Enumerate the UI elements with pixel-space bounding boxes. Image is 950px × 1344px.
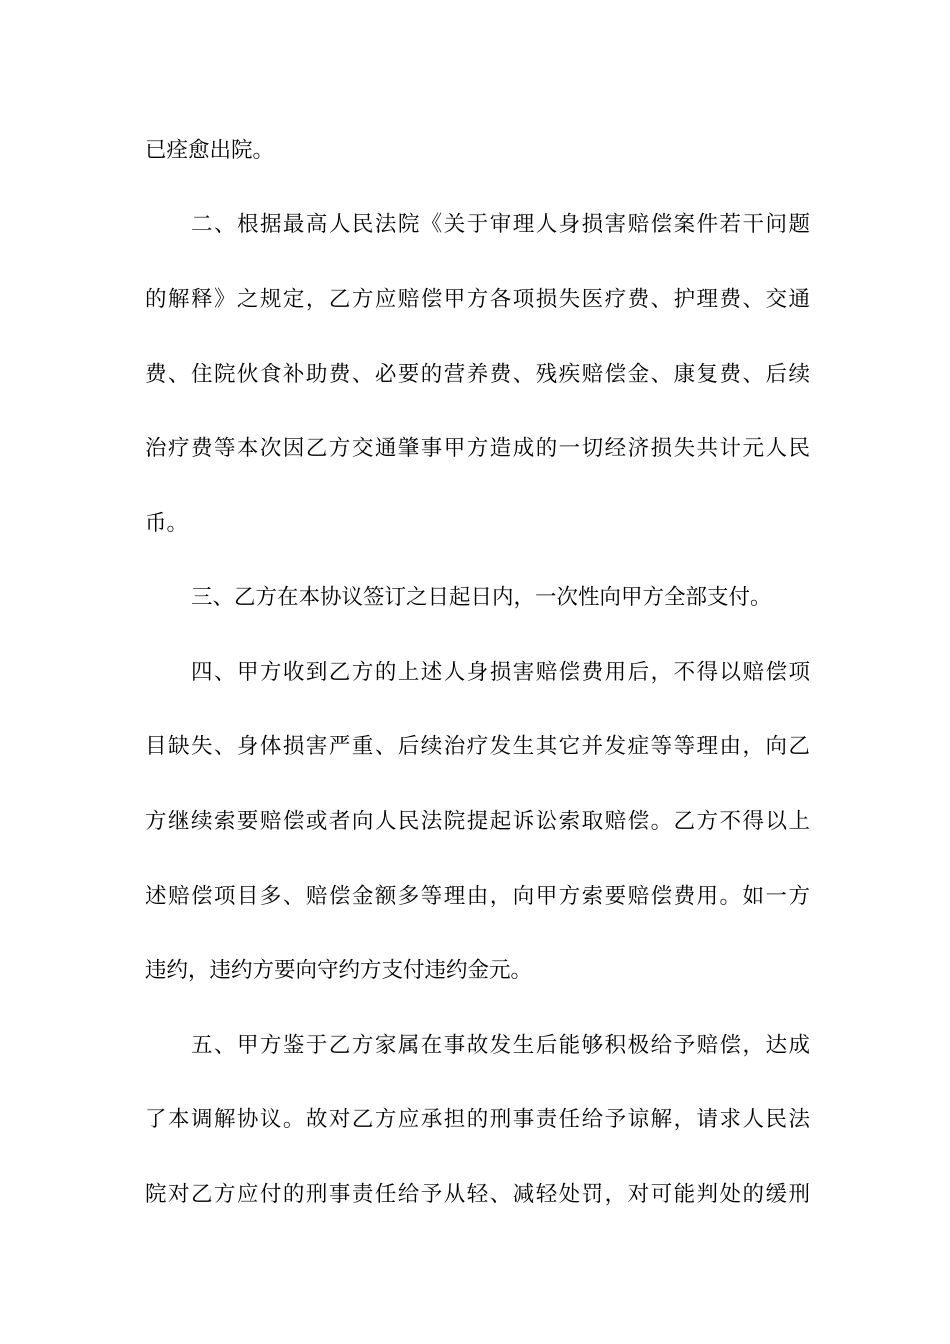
text-line: 治疗费等本次因乙方交通肇事甲方造成的一切经济损失共计元人民 [145, 436, 810, 461]
text-line: 述赔偿项目多、赔偿金额多等理由，向甲方索要赔偿费用。如一方 [145, 884, 810, 909]
text-line: 费、住院伙食补助费、必要的营养费、残疾赔偿金、康复费、后续 [145, 362, 810, 387]
text-line: 了本调解协议。故对乙方应承担的刑事责任给予谅解，请求人民法 [145, 1107, 810, 1132]
text-line: 方继续索要赔偿或者向人民法院提起诉讼索取赔偿。乙方不得以上 [145, 809, 810, 834]
text-line: 币。 [145, 511, 189, 536]
paragraph-3-line-1: 三、乙方在本协议签订之日起日内，一次性向甲方全部支付。 [191, 585, 772, 610]
paragraph-5-line-1: 五、甲方鉴于乙方家属在事故发生后能够积极给予赔偿，达成 [191, 1033, 810, 1058]
paragraph-2-line-1: 二、根据最高人民法院《关于审理人身损害赔偿案件若干问题 [191, 212, 810, 237]
text-line: 院对乙方应付的刑事责任给予从轻、减轻处罚，对可能判处的缓刑 [145, 1182, 810, 1207]
text-line: 的解释》之规定，乙方应赔偿甲方各项损失医疗费、护理费、交通 [145, 287, 810, 312]
text-line: 违约，违约方要向守约方支付违约金元。 [145, 958, 533, 983]
paragraph-4-line-1: 四、甲方收到乙方的上述人身损害赔偿费用后，不得以赔偿项 [191, 660, 810, 685]
text-line: 目缺失、身体损害严重、后续治疗发生其它并发症等等理由，向乙 [145, 734, 810, 759]
text-line: 已痊愈出院。 [145, 138, 275, 163]
